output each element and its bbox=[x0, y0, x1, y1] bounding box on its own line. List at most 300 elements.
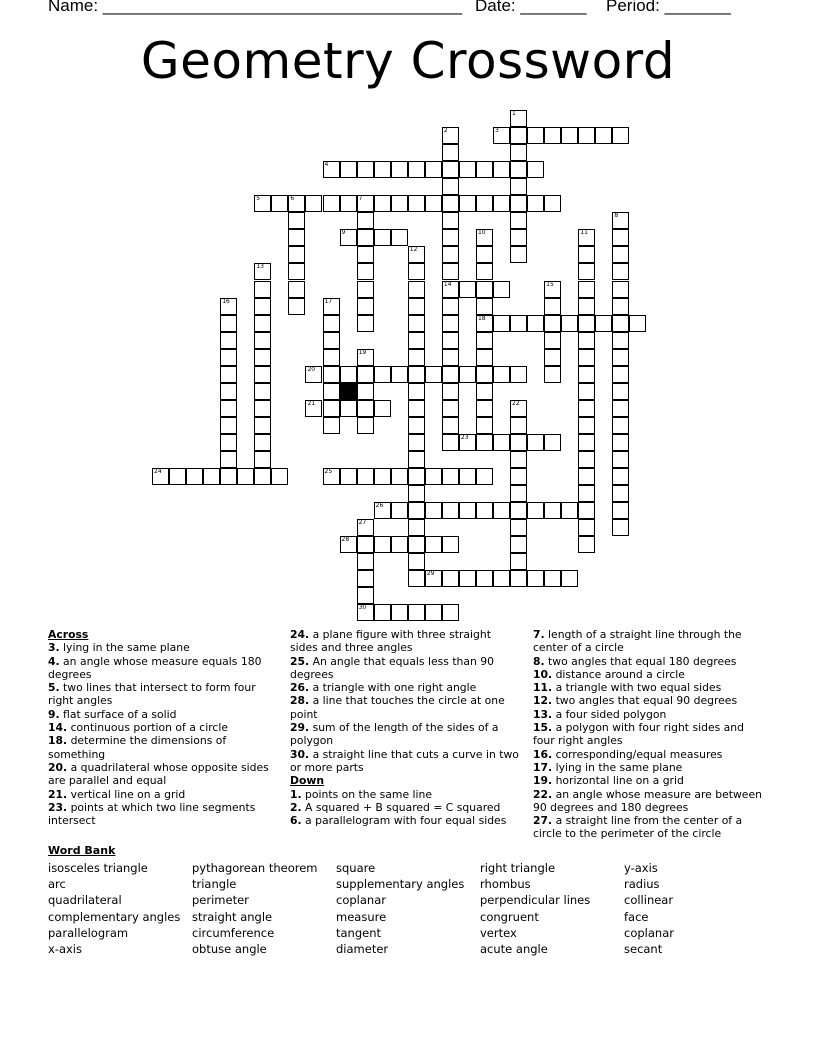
crossword-cell[interactable] bbox=[612, 246, 629, 263]
crossword-cell[interactable] bbox=[357, 570, 374, 587]
crossword-cell[interactable] bbox=[288, 195, 305, 212]
crossword-cell[interactable] bbox=[459, 468, 476, 485]
crossword-cell[interactable] bbox=[510, 553, 527, 570]
crossword-cell[interactable] bbox=[408, 536, 425, 553]
crossword-cell[interactable] bbox=[271, 195, 288, 212]
crossword-cell[interactable] bbox=[476, 468, 493, 485]
crossword-cell[interactable] bbox=[476, 400, 493, 417]
crossword-cell[interactable] bbox=[288, 212, 305, 229]
crossword-cell[interactable] bbox=[578, 298, 595, 315]
crossword-cell[interactable] bbox=[357, 519, 374, 536]
crossword-cell[interactable] bbox=[408, 246, 425, 263]
crossword-cell[interactable] bbox=[391, 502, 408, 519]
crossword-cell[interactable] bbox=[408, 349, 425, 366]
crossword-cell[interactable] bbox=[357, 417, 374, 434]
crossword-cell[interactable] bbox=[442, 229, 459, 246]
crossword-cell[interactable] bbox=[595, 315, 612, 332]
crossword-cell[interactable] bbox=[357, 604, 374, 621]
crossword-cell[interactable] bbox=[578, 451, 595, 468]
date-field-label[interactable]: Date: _______ bbox=[475, 0, 587, 15]
crossword-cell[interactable] bbox=[391, 229, 408, 246]
crossword-cell[interactable] bbox=[442, 366, 459, 383]
crossword-cell[interactable] bbox=[220, 298, 237, 315]
crossword-cell[interactable] bbox=[442, 144, 459, 161]
crossword-cell[interactable] bbox=[408, 332, 425, 349]
crossword-cell[interactable] bbox=[408, 485, 425, 502]
crossword-cell[interactable] bbox=[527, 195, 544, 212]
period-field-label[interactable]: Period: _______ bbox=[606, 0, 731, 15]
crossword-cell[interactable] bbox=[442, 468, 459, 485]
crossword-cell[interactable] bbox=[442, 195, 459, 212]
across-heading: Across bbox=[48, 628, 89, 641]
crossword-cell[interactable] bbox=[442, 536, 459, 553]
crossword-cell[interactable] bbox=[510, 161, 527, 178]
crossword-cell[interactable] bbox=[510, 485, 527, 502]
down-clue bbox=[533, 708, 769, 721]
crossword-cell[interactable] bbox=[220, 400, 237, 417]
crossword-cell[interactable] bbox=[305, 195, 322, 212]
crossword-cell[interactable] bbox=[323, 298, 340, 315]
crossword-cell[interactable] bbox=[374, 502, 391, 519]
crossword-cell[interactable] bbox=[493, 161, 510, 178]
clue-number: 1 bbox=[512, 110, 516, 117]
crossword-cell[interactable] bbox=[612, 332, 629, 349]
crossword-cell[interactable] bbox=[254, 263, 271, 280]
crossword-cell[interactable] bbox=[442, 212, 459, 229]
clue-number-label: 19. bbox=[533, 774, 553, 788]
crossword-cell[interactable] bbox=[476, 281, 493, 298]
crossword-cell[interactable] bbox=[578, 502, 595, 519]
crossword-cell[interactable] bbox=[578, 229, 595, 246]
crossword-cell[interactable] bbox=[220, 451, 237, 468]
crossword-cell[interactable] bbox=[544, 570, 561, 587]
crossword-cell[interactable] bbox=[442, 604, 459, 621]
crossword-cell[interactable] bbox=[425, 195, 442, 212]
crossword-cell[interactable] bbox=[374, 161, 391, 178]
crossword-cell[interactable] bbox=[476, 502, 493, 519]
crossword-cell[interactable] bbox=[323, 400, 340, 417]
crossword-cell[interactable] bbox=[578, 400, 595, 417]
crossword-cell[interactable] bbox=[578, 468, 595, 485]
crossword-cell[interactable] bbox=[340, 161, 357, 178]
crossword-cell[interactable] bbox=[527, 570, 544, 587]
crossword-cell[interactable] bbox=[544, 434, 561, 451]
crossword-cell[interactable] bbox=[408, 263, 425, 280]
crossword-cell[interactable] bbox=[220, 417, 237, 434]
crossword-cell[interactable] bbox=[476, 263, 493, 280]
crossword-cell[interactable] bbox=[254, 332, 271, 349]
crossword-cell[interactable] bbox=[510, 195, 527, 212]
crossword-cell[interactable] bbox=[425, 161, 442, 178]
crossword-cell[interactable] bbox=[510, 417, 527, 434]
crossword-cell[interactable] bbox=[612, 263, 629, 280]
crossword-cell[interactable] bbox=[544, 127, 561, 144]
crossword-cell[interactable] bbox=[254, 383, 271, 400]
crossword-cell[interactable] bbox=[288, 246, 305, 263]
crossword-cell[interactable] bbox=[288, 298, 305, 315]
crossword-cell[interactable] bbox=[612, 485, 629, 502]
word-bank-word: parallelogram bbox=[48, 925, 129, 940]
clue-number: 5 bbox=[256, 195, 261, 203]
crossword-cell[interactable] bbox=[220, 434, 237, 451]
crossword-cell[interactable] bbox=[527, 502, 544, 519]
crossword-cell[interactable] bbox=[476, 315, 493, 332]
crossword-cell[interactable] bbox=[305, 400, 322, 417]
crossword-cell[interactable] bbox=[340, 536, 357, 553]
crossword-cell[interactable] bbox=[254, 417, 271, 434]
crossword-cell[interactable] bbox=[288, 281, 305, 298]
crossword-cell[interactable] bbox=[340, 400, 357, 417]
crossword-cell[interactable] bbox=[374, 229, 391, 246]
crossword-cell[interactable] bbox=[323, 349, 340, 366]
crossword-cell[interactable] bbox=[510, 315, 527, 332]
crossword-cell[interactable] bbox=[459, 161, 476, 178]
crossword-cell[interactable] bbox=[442, 178, 459, 195]
crossword-cell[interactable] bbox=[510, 144, 527, 161]
crossword-cell[interactable] bbox=[544, 281, 561, 298]
crossword-cell[interactable] bbox=[271, 468, 288, 485]
crossword-cell[interactable] bbox=[357, 400, 374, 417]
crossword-cell[interactable] bbox=[612, 127, 629, 144]
crossword-cell[interactable] bbox=[527, 161, 544, 178]
crossword-cell[interactable] bbox=[220, 366, 237, 383]
crossword-cell[interactable] bbox=[578, 366, 595, 383]
crossword-cell[interactable] bbox=[612, 229, 629, 246]
crossword-cell[interactable] bbox=[510, 502, 527, 519]
crossword-cell[interactable] bbox=[169, 468, 186, 485]
crossword-cell[interactable] bbox=[476, 570, 493, 587]
crossword-cell[interactable] bbox=[254, 434, 271, 451]
crossword-cell[interactable] bbox=[408, 400, 425, 417]
crossword-cell[interactable] bbox=[374, 400, 391, 417]
crossword-cell[interactable] bbox=[544, 366, 561, 383]
clue-number-label: 16. bbox=[533, 747, 553, 761]
crossword-cell[interactable] bbox=[595, 127, 612, 144]
crossword-cell[interactable] bbox=[612, 315, 629, 332]
crossword-cell[interactable] bbox=[408, 417, 425, 434]
crossword-cell[interactable] bbox=[357, 536, 374, 553]
crossword-cell[interactable] bbox=[578, 519, 595, 536]
crossword-cell[interactable] bbox=[510, 110, 527, 127]
crossword-cell[interactable] bbox=[357, 195, 374, 212]
crossword-cell[interactable] bbox=[442, 298, 459, 315]
word-bank-heading: Word Bank bbox=[48, 844, 116, 857]
crossword-cell[interactable] bbox=[442, 315, 459, 332]
crossword-cell[interactable] bbox=[357, 298, 374, 315]
crossword-cell[interactable] bbox=[391, 161, 408, 178]
crossword-cell[interactable] bbox=[425, 604, 442, 621]
crossword-cell[interactable] bbox=[544, 195, 561, 212]
crossword-cell[interactable] bbox=[357, 553, 374, 570]
crossword-cell[interactable] bbox=[442, 502, 459, 519]
crossword-cell[interactable] bbox=[220, 349, 237, 366]
crossword-cell[interactable] bbox=[391, 536, 408, 553]
crossword-cell[interactable] bbox=[612, 281, 629, 298]
crossword-cell[interactable] bbox=[323, 332, 340, 349]
crossword-cell[interactable] bbox=[493, 570, 510, 587]
crossword-cell[interactable] bbox=[510, 519, 527, 536]
crossword-cell[interactable] bbox=[442, 417, 459, 434]
crossword-cell[interactable] bbox=[357, 366, 374, 383]
crossword-cell[interactable] bbox=[561, 315, 578, 332]
crossword-cell[interactable] bbox=[374, 366, 391, 383]
crossword-cell[interactable] bbox=[459, 195, 476, 212]
crossword-cell[interactable] bbox=[578, 246, 595, 263]
crossword-cell[interactable] bbox=[612, 468, 629, 485]
crossword-cell[interactable] bbox=[408, 161, 425, 178]
crossword-cell[interactable] bbox=[493, 502, 510, 519]
crossword-cell[interactable] bbox=[323, 195, 340, 212]
crossword-cell[interactable] bbox=[152, 468, 169, 485]
crossword-cell[interactable] bbox=[527, 315, 544, 332]
across-clue bbox=[290, 694, 522, 721]
crossword-cell[interactable] bbox=[374, 604, 391, 621]
crossword-cell[interactable] bbox=[442, 246, 459, 263]
crossword-cell[interactable] bbox=[425, 536, 442, 553]
crossword-cell[interactable] bbox=[408, 502, 425, 519]
crossword-cell[interactable] bbox=[442, 570, 459, 587]
crossword-cell[interactable] bbox=[323, 161, 340, 178]
crossword-cell[interactable] bbox=[510, 434, 527, 451]
crossword-cell[interactable] bbox=[476, 434, 493, 451]
crossword-cell[interactable] bbox=[578, 263, 595, 280]
crossword-cell[interactable] bbox=[203, 468, 220, 485]
crossword-cell[interactable] bbox=[578, 434, 595, 451]
crossword-cell[interactable] bbox=[357, 161, 374, 178]
crossword-cell[interactable] bbox=[459, 366, 476, 383]
crossword-cell[interactable] bbox=[357, 468, 374, 485]
clue-number: 4 bbox=[324, 161, 329, 169]
crossword-cell[interactable] bbox=[357, 212, 374, 229]
word-bank-word: congruent bbox=[480, 909, 539, 924]
crossword-cell[interactable] bbox=[612, 434, 629, 451]
crossword-cell[interactable] bbox=[476, 349, 493, 366]
crossword-cell[interactable] bbox=[476, 229, 493, 246]
crossword-cell[interactable] bbox=[612, 417, 629, 434]
crossword-cell[interactable] bbox=[476, 298, 493, 315]
name-field-label[interactable]: Name: ______________________________________ bbox=[48, 0, 463, 15]
crossword-cell[interactable] bbox=[220, 332, 237, 349]
crossword-cell[interactable] bbox=[408, 570, 425, 587]
crossword-cell[interactable] bbox=[476, 161, 493, 178]
crossword-cell[interactable] bbox=[408, 604, 425, 621]
crossword-cell[interactable] bbox=[442, 400, 459, 417]
crossword-cell[interactable] bbox=[442, 349, 459, 366]
crossword-cell[interactable] bbox=[220, 383, 237, 400]
crossword-cell[interactable] bbox=[561, 570, 578, 587]
crossword-cell[interactable] bbox=[578, 536, 595, 553]
crossword-cell[interactable] bbox=[510, 229, 527, 246]
crossword-cell[interactable] bbox=[340, 468, 357, 485]
crossword-cell[interactable] bbox=[442, 281, 459, 298]
crossword-cell[interactable] bbox=[493, 315, 510, 332]
crossword-cell[interactable] bbox=[612, 298, 629, 315]
crossword-cell[interactable] bbox=[442, 127, 459, 144]
crossword-cell[interactable] bbox=[544, 315, 561, 332]
crossword-cell[interactable] bbox=[288, 229, 305, 246]
crossword-cell[interactable] bbox=[612, 451, 629, 468]
crossword-cell[interactable] bbox=[612, 502, 629, 519]
crossword-cell[interactable] bbox=[305, 366, 322, 383]
crossword-cell[interactable] bbox=[220, 315, 237, 332]
crossword-cell[interactable] bbox=[544, 298, 561, 315]
crossword-cell[interactable] bbox=[408, 468, 425, 485]
crossword-cell[interactable] bbox=[186, 468, 203, 485]
crossword-cell[interactable] bbox=[408, 195, 425, 212]
crossword-cell[interactable] bbox=[323, 383, 340, 400]
crossword-cell[interactable] bbox=[510, 400, 527, 417]
crossword-cell[interactable] bbox=[459, 570, 476, 587]
crossword-cell[interactable] bbox=[442, 263, 459, 280]
crossword-cell[interactable] bbox=[578, 383, 595, 400]
crossword-cell[interactable] bbox=[357, 587, 374, 604]
crossword-cell[interactable] bbox=[374, 468, 391, 485]
clue-number-label: 21. bbox=[48, 787, 68, 801]
clue-number: 3 bbox=[495, 127, 499, 135]
crossword-cell[interactable] bbox=[476, 246, 493, 263]
crossword-cell[interactable] bbox=[493, 127, 510, 144]
crossword-cell[interactable] bbox=[510, 212, 527, 229]
crossword-cell[interactable] bbox=[254, 315, 271, 332]
clue-number: 17 bbox=[324, 297, 333, 305]
crossword-cell[interactable] bbox=[612, 366, 629, 383]
crossword-cell[interactable] bbox=[493, 195, 510, 212]
crossword-cell[interactable] bbox=[544, 502, 561, 519]
crossword-cell[interactable] bbox=[254, 400, 271, 417]
crossword-cell[interactable] bbox=[510, 451, 527, 468]
crossword-cell[interactable] bbox=[578, 281, 595, 298]
crossword-cell[interactable] bbox=[288, 263, 305, 280]
crossword-cell[interactable] bbox=[476, 417, 493, 434]
crossword-cell[interactable] bbox=[459, 281, 476, 298]
crossword-cell[interactable] bbox=[612, 212, 629, 229]
crossword-cell[interactable] bbox=[254, 298, 271, 315]
crossword-cell[interactable] bbox=[612, 383, 629, 400]
crossword-cell[interactable] bbox=[391, 468, 408, 485]
crossword-cell[interactable] bbox=[510, 468, 527, 485]
crossword-cell[interactable] bbox=[357, 349, 374, 366]
crossword-cell[interactable] bbox=[544, 332, 561, 349]
crossword-cell[interactable] bbox=[442, 161, 459, 178]
crossword-cell[interactable] bbox=[459, 434, 476, 451]
crossword-cell[interactable] bbox=[357, 281, 374, 298]
crossword-cell[interactable] bbox=[442, 383, 459, 400]
crossword-cell[interactable] bbox=[323, 468, 340, 485]
crossword-cell[interactable] bbox=[425, 468, 442, 485]
crossword-cell[interactable] bbox=[237, 468, 254, 485]
crossword-cell[interactable] bbox=[578, 315, 595, 332]
crossword-cell[interactable] bbox=[254, 468, 271, 485]
crossword-cell[interactable] bbox=[391, 604, 408, 621]
crossword-cell[interactable] bbox=[374, 536, 391, 553]
crossword-cell[interactable] bbox=[323, 366, 340, 383]
crossword-cell[interactable] bbox=[357, 383, 374, 400]
crossword-cell[interactable] bbox=[442, 434, 459, 451]
crossword-cell[interactable] bbox=[254, 451, 271, 468]
crossword-cell[interactable] bbox=[510, 178, 527, 195]
crossword-cell[interactable] bbox=[476, 366, 493, 383]
down-clue bbox=[533, 788, 769, 815]
clue-number-label: 5. bbox=[48, 681, 60, 695]
crossword-cell[interactable] bbox=[527, 434, 544, 451]
crossword-cell[interactable] bbox=[408, 281, 425, 298]
crossword-cell[interactable] bbox=[561, 502, 578, 519]
crossword-cell[interactable] bbox=[357, 246, 374, 263]
crossword-cell[interactable] bbox=[493, 434, 510, 451]
crossword-cell[interactable] bbox=[408, 519, 425, 536]
crossword-cell[interactable] bbox=[323, 417, 340, 434]
crossword-cell[interactable] bbox=[612, 400, 629, 417]
crossword-cell[interactable] bbox=[561, 127, 578, 144]
crossword-cell[interactable] bbox=[220, 468, 237, 485]
crossword-cell[interactable] bbox=[459, 502, 476, 519]
crossword-cell[interactable] bbox=[340, 366, 357, 383]
crossword-cell[interactable] bbox=[408, 366, 425, 383]
crossword-cell[interactable] bbox=[612, 349, 629, 366]
crossword-cell[interactable] bbox=[578, 417, 595, 434]
word-bank-word: acute angle bbox=[480, 941, 548, 956]
crossword-cell[interactable] bbox=[357, 315, 374, 332]
crossword-cell[interactable] bbox=[425, 570, 442, 587]
crossword-cell[interactable] bbox=[578, 349, 595, 366]
word-bank-word: collinear bbox=[624, 893, 674, 908]
crossword-cell[interactable] bbox=[254, 195, 271, 212]
crossword-cell[interactable] bbox=[510, 366, 527, 383]
word-bank-word: obtuse angle bbox=[192, 941, 267, 956]
crossword-cell[interactable] bbox=[408, 298, 425, 315]
clue-text: two angles that equal 180 degrees bbox=[544, 654, 737, 668]
crossword-cell[interactable] bbox=[408, 315, 425, 332]
crossword-cell[interactable] bbox=[629, 315, 646, 332]
crossword-cell[interactable] bbox=[408, 451, 425, 468]
crossword-cell[interactable] bbox=[425, 502, 442, 519]
crossword-cell[interactable] bbox=[374, 195, 391, 212]
crossword-cell[interactable] bbox=[254, 349, 271, 366]
crossword-cell[interactable] bbox=[357, 229, 374, 246]
crossword-cell[interactable] bbox=[510, 536, 527, 553]
crossword-cell[interactable] bbox=[578, 332, 595, 349]
crossword-cell[interactable] bbox=[357, 263, 374, 280]
crossword-cell[interactable] bbox=[476, 383, 493, 400]
word-bank-word: measure bbox=[336, 909, 387, 924]
crossword-cell[interactable] bbox=[510, 570, 527, 587]
crossword-cell[interactable] bbox=[544, 349, 561, 366]
crossword-cell[interactable] bbox=[408, 553, 425, 570]
crossword-cell[interactable] bbox=[476, 195, 493, 212]
crossword-cell[interactable] bbox=[442, 332, 459, 349]
crossword-cell[interactable] bbox=[254, 281, 271, 298]
crossword-cell[interactable] bbox=[578, 127, 595, 144]
crossword-cell[interactable] bbox=[323, 315, 340, 332]
crossword-cell[interactable] bbox=[254, 366, 271, 383]
crossword-cell[interactable] bbox=[527, 127, 544, 144]
crossword-cell[interactable] bbox=[510, 246, 527, 263]
crossword-cell[interactable] bbox=[510, 127, 527, 144]
crossword-cell[interactable] bbox=[391, 195, 408, 212]
crossword-cell[interactable] bbox=[408, 434, 425, 451]
crossword-cell[interactable] bbox=[578, 485, 595, 502]
crossword-cell[interactable] bbox=[408, 383, 425, 400]
crossword-cell[interactable] bbox=[340, 229, 357, 246]
crossword-cell[interactable] bbox=[493, 366, 510, 383]
crossword-cell[interactable] bbox=[425, 366, 442, 383]
crossword-cell[interactable] bbox=[340, 195, 357, 212]
crossword-cell[interactable] bbox=[612, 519, 629, 536]
clue-text: a polygon with four right sides and four right angles bbox=[533, 721, 744, 748]
crossword-cell[interactable] bbox=[476, 332, 493, 349]
crossword-cell[interactable] bbox=[391, 366, 408, 383]
crossword-cell[interactable] bbox=[493, 281, 510, 298]
